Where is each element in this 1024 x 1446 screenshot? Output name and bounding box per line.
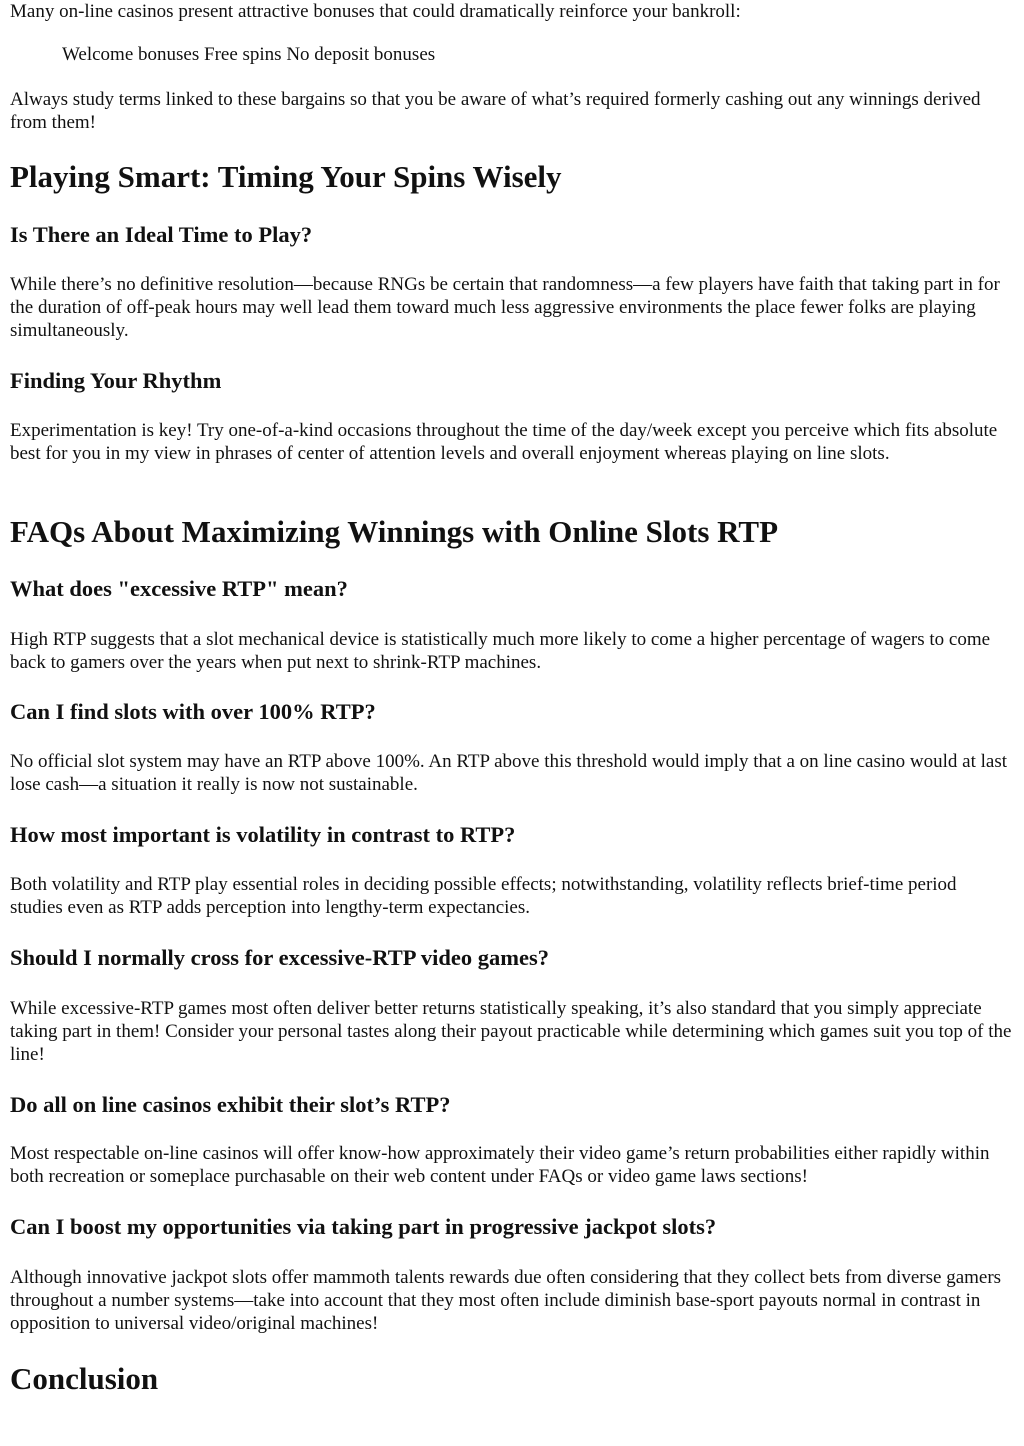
faq-answer: No official slot system may have an RTP above 100%. An RTP above this threshold would imply that a on line casino would at last lose cash—a situation it really is now not sustainable. xyxy=(10,751,1008,796)
list-item: No deposit bonuses xyxy=(286,44,436,65)
terms-paragraph: Always study terms linked to these bargains so that you be aware of what’s required formerly cashing out any winnings derived from them! xyxy=(10,89,981,134)
faq-question: Can I boost my opportunities via taking part in progressive jackpot slots? xyxy=(10,1214,717,1239)
faq-answer: High RTP suggests that a slot mechanical device is statistically much more likely to come a higher percentage of wagers to come back to gamers over the years when put next to shrink-RTP machines. xyxy=(10,629,991,674)
faq-question: Do all on line casinos exhibit their slot’s RTP? xyxy=(10,1092,451,1117)
faq-question: How most important is volatility in contrast to RTP? xyxy=(10,822,516,847)
subheading-rhythm: Finding Your Rhythm xyxy=(10,368,222,393)
faq-question: What does "excessive RTP" mean? xyxy=(10,576,348,601)
list-item: Free spins xyxy=(204,44,282,65)
intro-paragraph: Many on-line casinos present attractive bonuses that could dramatically reinforce your bankroll: xyxy=(10,1,741,22)
section-heading-conclusion: Conclusion xyxy=(10,1361,159,1396)
section-heading-timing: Playing Smart: Timing Your Spins Wisely xyxy=(10,159,562,194)
list-item: Welcome bonuses xyxy=(62,44,200,65)
faq-answer: Both volatility and RTP play essential roles in deciding possible effects; notwithstanding, volatility reflects brief-time period studies even as RTP adds perception into lengthy-term expectancies. xyxy=(10,874,957,919)
section-heading-faqs: FAQs About Maximizing Winnings with Online Slots RTP xyxy=(10,514,779,549)
bonus-list xyxy=(62,43,435,66)
faq-answer: While excessive-RTP games most often deliver better returns statistically speaking, it’s also standard that you simply appreciate taking part in them! Consider your personal tastes along their payout practicable while determining which games suit you top of the line! xyxy=(10,998,1012,1066)
faq-question: Should I normally cross for excessive-RTP video games? xyxy=(10,945,549,970)
faq-question: Can I find slots with over 100% RTP? xyxy=(10,699,376,724)
rhythm-paragraph: Experimentation is key! Try one-of-a-kind occasions throughout the time of the day/week except you perceive which fits absolute best for you in my view in phrases of center of attention levels and overall enjoyment whereas playing on line slots. xyxy=(10,420,998,465)
faq-answer: Most respectable on-line casinos will offer know-how approximately their video game’s return probabilities either rapidly within both recreation or someplace purchasable on their web content under FAQs or video game laws sections! xyxy=(10,1143,990,1188)
ideal-time-paragraph: While there’s no definitive resolution—because RNGs be certain that randomness—a few players have faith that taking part in for the duration of off-peak hours may well lead them toward much less aggressive environments the place fewer folks are playing simultaneously. xyxy=(10,274,1000,342)
subheading-ideal-time: Is There an Ideal Time to Play? xyxy=(10,222,313,247)
faq-answer: Although innovative jackpot slots offer mammoth talents rewards due often considering that they collect bets from diverse gamers throughout a number systems—take into account that they most often include diminish base-sport payouts normal in contrast in opposition to universal video/original machines! xyxy=(10,1267,1002,1335)
